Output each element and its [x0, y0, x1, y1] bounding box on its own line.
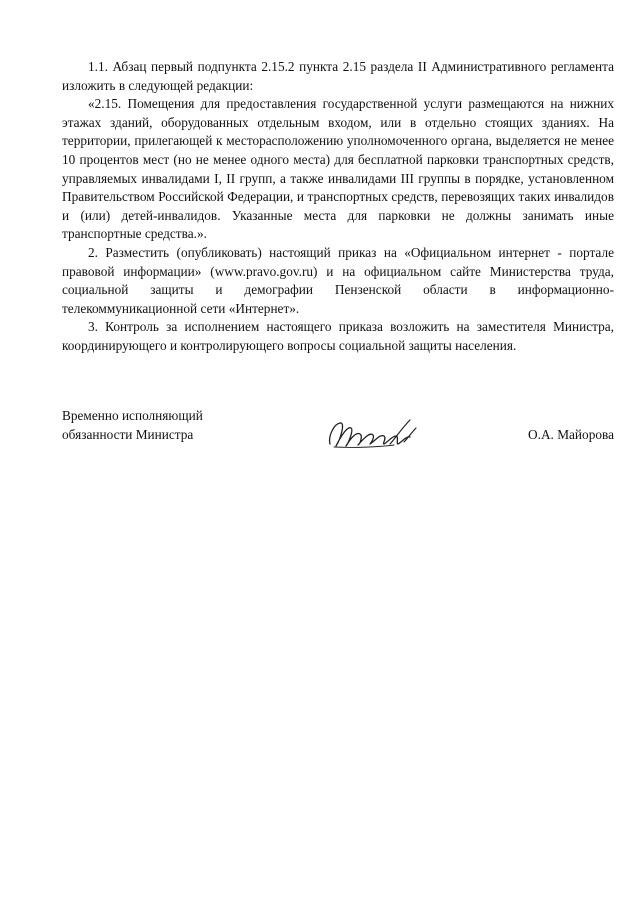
signatory-name: О.А. Майорова [528, 427, 614, 442]
signature-block [62, 406, 614, 466]
handwritten-signature [324, 414, 420, 454]
paragraph-2-15-quote: «2.15. Помещения для предоставления государственной услуги размещаются на нижних этажах зданий, оборудованных отдельным входом, или в отдельно стоящих зданиях. На территории, прилегающей к месторасположению уполномоченного органа, выделяется не менее 10 процентов мест (но не менее одного места) для бесплатной парковки транспортных средств, управляемых инвалидами I, II групп, а также инвалидами III группы в порядке, установленном Правительством Российской Федерации, и транспортных средств, перевозящих таких инвалидов и (или) детей-инвалидов. Указанные места для парковки не должны занимать иные транспортные средства.». [62, 96, 614, 242]
paragraph-2: 2. Разместить (опубликовать) настоящий приказ на «Официальном интернет - портале правовой информации» (www.pravo.gov.ru) и на официальном сайте Министерства труда, социальной защиты и демографии Пензенской области в информационно-телекоммуникационной сети «Интернет». [62, 244, 614, 316]
signatory-title-line-1: Временно исполняющий [62, 408, 203, 423]
signatory-title-line-2: обязанности Министра [62, 427, 194, 442]
document-body [62, 58, 614, 356]
paragraph-3: 3. Контроль за исполнением настоящего приказа возложить на заместителя Министра, координирующего и контролирующего вопросы социальной защиты населения. [62, 319, 614, 353]
signatory-title [62, 406, 203, 444]
paragraph-1-1: 1.1. Абзац первый подпункта 2.15.2 пункта 2.15 раздела II Административного регламента изложить в следующей редакции: [62, 59, 614, 93]
